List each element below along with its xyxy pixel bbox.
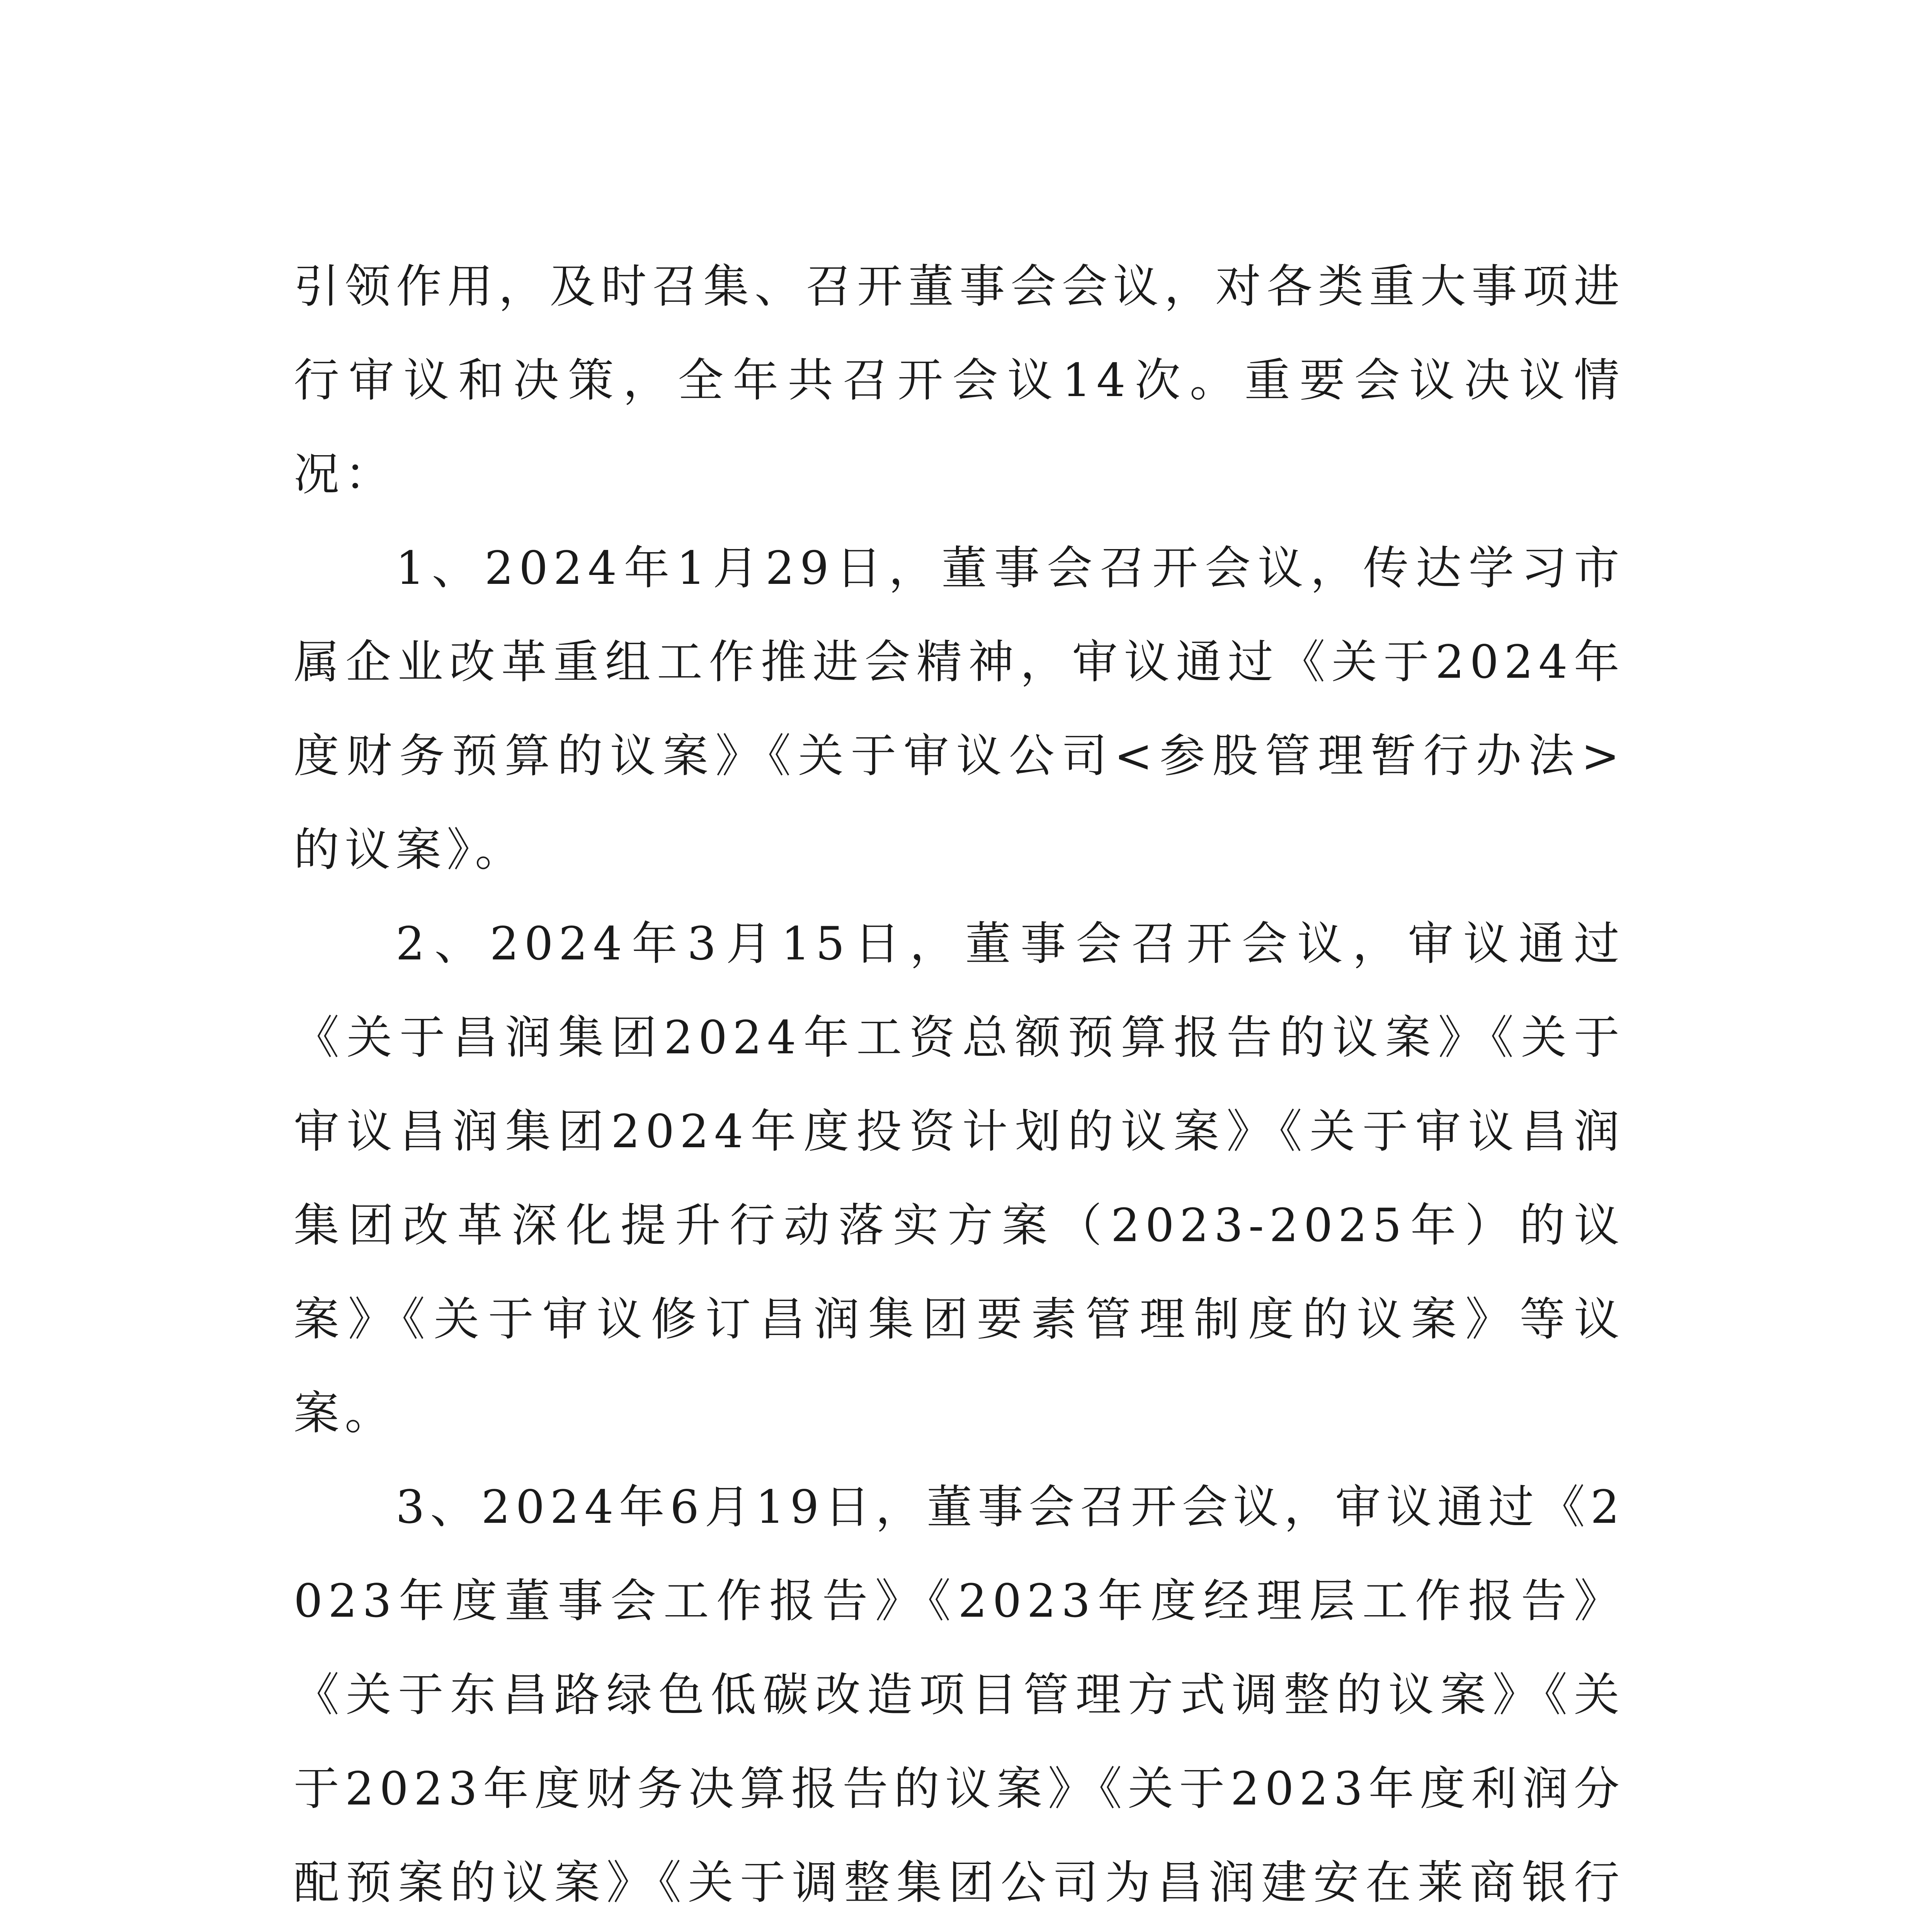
paragraph-resolution-3: 3、2024年6月19日，董事会召开会议，审议通过《2023年度董事会工作报告》《2023年度经理层工作报告》《关于东昌路绿色低碳改造项目管理方式调整的议案》《关于2023年度财务决算报告的议案》《关于2023年度利润分配预案的议案》《关于调整集团公司为昌润建安在莱商银行: [294, 1480, 1625, 1909]
paragraph-resolution-2: 2、2024年3月15日，董事会召开会议，审议通过《关于昌润集团2024年工资总额预算报告的议案》《关于审议昌润集团2024年度投资计划的议案》《关于审议昌润集团改革深化提升行动落实方案（2023-2025年）的议案》《关于审议修订昌润集团要素管理制度的议案》等议案。: [294, 917, 1625, 1440]
document-body: [294, 240, 1625, 1932]
paragraph-resolution-1: 1、2024年1月29日，董事会召开会议，传达学习市属企业改革重组工作推进会精神，审议通过《关于2024年度财务预算的议案》《关于审议公司<参股管理暂行办法>的议案》。: [294, 541, 1625, 876]
paragraph-intro: 引领作用，及时召集、召开董事会会议，对各类重大事项进行审议和决策，全年共召开会议14次。重要会议决议情况：: [294, 260, 1625, 501]
